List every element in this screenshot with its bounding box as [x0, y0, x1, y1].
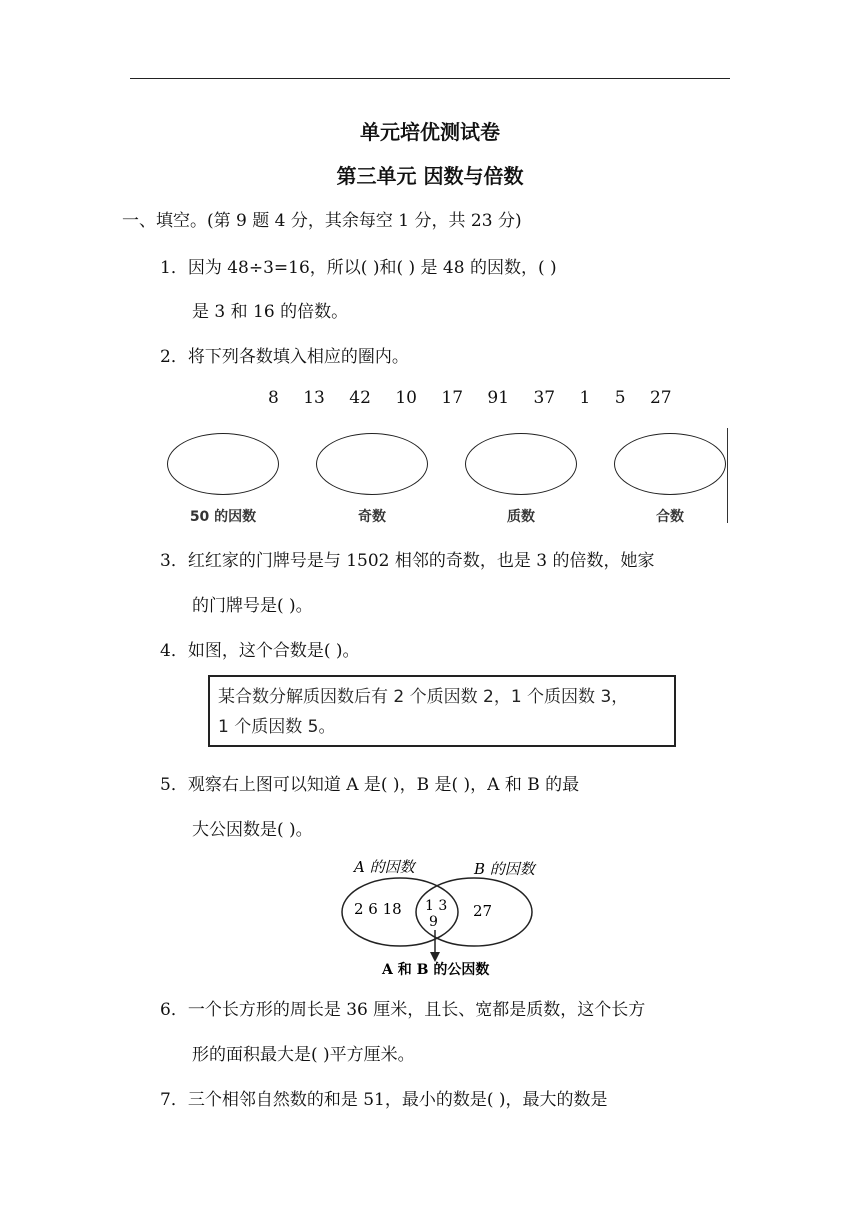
question-5-line-1: 5．观察右上图可以知道 A 是( )，B 是( )，A 和 B 的最 — [160, 775, 580, 795]
figure-edge-line — [727, 428, 728, 523]
prime-factor-box — [208, 675, 676, 747]
circle-factors-of-50 — [167, 433, 279, 525]
question-5-line-2: 大公因数是( )。 — [192, 820, 313, 840]
header-rule — [130, 78, 730, 79]
question-3-line-2: 的门牌号是( )。 — [192, 596, 313, 616]
circle-label: 合数 — [656, 509, 684, 525]
circle-prime — [465, 433, 577, 525]
question-1-line-1: 1．因为 48÷3=16，所以( )和( ) 是 48 的因数，( ) — [160, 258, 557, 278]
number-item: 27 — [649, 388, 672, 408]
page-subtitle: 第三单元 因数与倍数 — [336, 164, 524, 188]
number-item: 17 — [441, 388, 464, 408]
answer-oval — [167, 433, 279, 495]
circle-label: 奇数 — [358, 509, 386, 525]
question-1-line-2: 是 3 和 16 的倍数。 — [192, 302, 349, 322]
box-line-2: 1 个质因数 5。 — [218, 717, 336, 737]
circle-label: 质数 — [507, 509, 535, 525]
section-heading: 一、填空。(第 9 题 4 分，其余每空 1 分，共 23 分) — [122, 211, 522, 231]
venn-common-values: 1 3 — [425, 898, 448, 914]
venn-label-a: A 的因数 — [354, 858, 415, 876]
number-item: 13 — [303, 388, 325, 408]
answer-oval — [316, 433, 428, 495]
number-item: 42 — [349, 388, 371, 408]
venn-label-b: B 的因数 — [474, 860, 535, 878]
number-list — [268, 388, 691, 408]
venn-arrow-head — [430, 952, 440, 962]
question-2-line-1: 2．将下列各数填入相应的圈内。 — [160, 347, 409, 367]
question-4-line-1: 4．如图，这个合数是( )。 — [160, 641, 360, 661]
venn-diagram — [340, 852, 560, 982]
venn-b-only-values: 27 — [473, 902, 493, 920]
answer-oval — [614, 433, 726, 495]
number-item: 8 — [268, 388, 279, 408]
circle-odd — [316, 433, 428, 525]
number-item: 1 — [579, 388, 591, 408]
question-6-line-1: 6．一个长方形的周长是 36 厘米，且长、宽都是质数，这个长方 — [160, 1000, 646, 1020]
box-line-1: 某合数分解质因数后有 2 个质因数 2，1 个质因数 3， — [218, 687, 629, 707]
number-item: 91 — [487, 388, 510, 408]
question-3-line-1: 3．红红家的门牌号是与 1502 相邻的奇数，也是 3 的倍数，她家 — [160, 551, 655, 571]
number-item: 10 — [395, 388, 417, 408]
circle-composite — [614, 433, 726, 525]
venn-a-only-values: 2 6 18 — [354, 900, 402, 918]
page-title: 单元培优测试卷 — [360, 120, 500, 144]
venn-bottom-label: A 和 B 的公因数 — [382, 962, 490, 978]
number-item: 5 — [614, 388, 626, 408]
question-7-line-1: 7．三个相邻自然数的和是 51，最小的数是( )，最大的数是 — [160, 1090, 608, 1110]
number-item: 37 — [533, 388, 556, 408]
answer-oval — [465, 433, 577, 495]
circle-label: 50 的因数 — [189, 509, 257, 525]
venn-common-value-9: 9 — [429, 914, 438, 930]
question-6-line-2: 形的面积最大是( )平方厘米。 — [192, 1045, 415, 1065]
